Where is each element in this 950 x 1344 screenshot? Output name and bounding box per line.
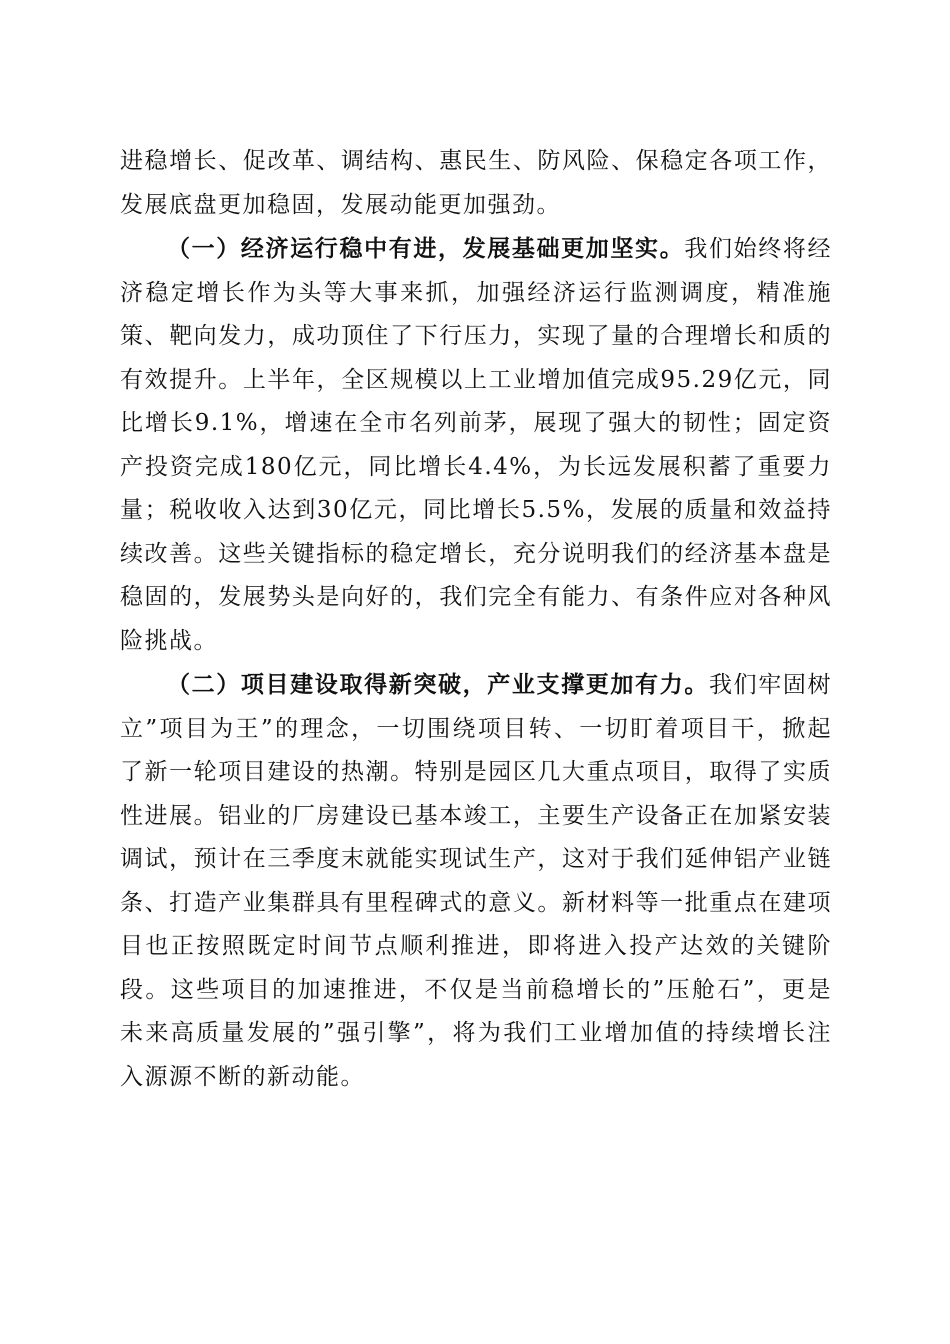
section-heading-economy: （一）经济运行稳中有进，发展基础更加坚实。 xyxy=(167,235,685,262)
paragraph-economy xyxy=(120,227,832,663)
section-heading-projects: （二）项目建设取得新突破，产业支撑更加有力。 xyxy=(167,671,709,698)
document-body xyxy=(120,140,832,1099)
paragraph-text: 进稳增长、促改革、调结构、惠民生、防风险、保稳定各项工作，发展底盘更加稳固，发展动能更加强劲。 xyxy=(120,148,832,218)
paragraph-text: 我们始终将经济稳定增长作为头等大事来抓，加强经济运行监测调度，精准施策、靶向发力，成功顶住了下行压力，实现了量的合理增长和质的有效提升。上半年，全区规模以上工业增加值完成95.29亿元，同比增长9.1%，增速在全市名列前茅，展现了强大的韧性；固定资产投资完成180亿元，同比增长4.4%，为长远发展积蓄了重要力量；税收收入达到30亿元，同比增长5.5%，发展的质量和效益持续改善。这些关键指标的稳定增长，充分说明我们的经济基本盘是稳固的，发展势头是向好的，我们完全有能力、有条件应对各种风险挑战。 xyxy=(120,236,833,654)
paragraph-projects xyxy=(120,663,832,1099)
paragraph-continuation xyxy=(120,140,832,227)
paragraph-text: 我们牢固树立”项目为王”的理念，一切围绕项目转、一切盯着项目干，掀起了新一轮项目建设的热潮。特别是园区几大重点项目，取得了实质性进展。铝业的厂房建设已基本竣工，主要生产设备正在加紧安装调试，预计在三季度末就能实现试生产，这对于我们延伸铝产业链条、打造产业集群具有里程碑式的意义。新材料等一批重点在建项目也正按照既定时间节点顺利推进，即将进入投产达效的关键阶段。这些项目的加速推进，不仅是当前稳增长的”压舱石”，更是未来高质量发展的”强引擎”，将为我们工业增加值的持续增长注入源源不断的新动能。 xyxy=(120,672,833,1090)
